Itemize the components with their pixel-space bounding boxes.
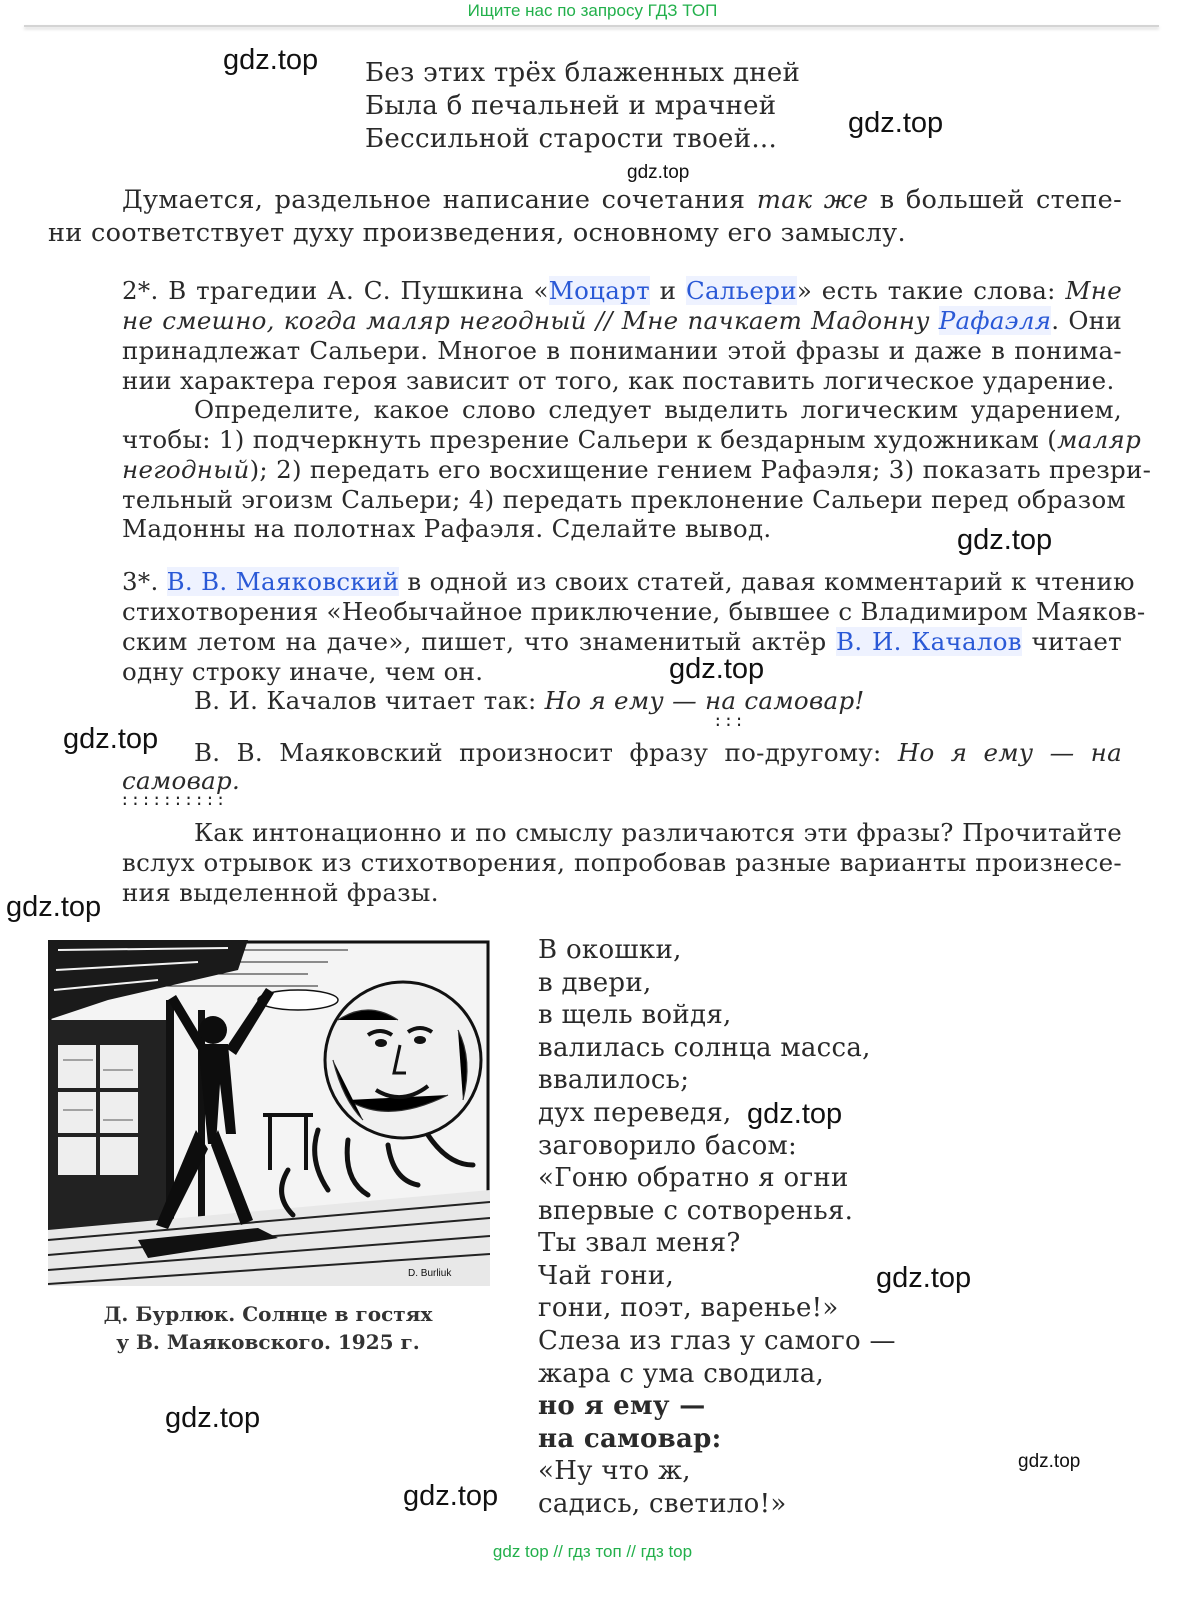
task2-line-6: чтобы: 1) подчеркнуть презрение Сальери к бездарным художникам (маляр [122,425,1142,454]
task2-line-9: Мадонны на полотнах Рафаэля. Сделайте вывод. [122,514,772,543]
stress-marks-long: :::::::::: [120,790,227,809]
figure-caption [92,1300,444,1356]
watermark: gdz.top [669,653,765,685]
task3-line-2: стихотворения «Необычайное приключение, бывшее с Владимиром Маяков- [122,597,1146,626]
task3-line-1: 3*. В. В. Маяковский в одной из своих статей, давая комментарий к чтению [122,567,1135,596]
poem-line-5: ввалилось; [538,1065,690,1095]
task3-line-7: самовар. [122,766,241,795]
task2-line-4: нии характера героя зависит от того, как поставить логическое ударение. [122,366,1115,395]
poem-line-7: заговорило басом: [538,1131,798,1161]
task3-line-5: В. И. Качалов читает так: Но я ему — на самовар! [194,686,865,715]
watermark: gdz.top [876,1262,972,1294]
stress-marks-short: ::: [713,711,745,730]
poem-line-15: но я ему — [538,1391,706,1421]
paragraph1-line-2: ни соответствует духу произведения, основному его замыслу. [48,218,906,248]
task3-line-3: ским летом на даче», пишет, что знаменитый актёр В. И. Качалов читает [122,627,1122,656]
poem-line-16: на самовар: [538,1424,722,1454]
watermark: gdz.top [165,1402,261,1434]
poem-line-1: В окошки, [538,935,682,965]
poem-line-17: «Ну что ж, [538,1456,691,1486]
poem-line-2: в двери, [538,968,652,998]
poem-line-10: Ты звал меня? [538,1228,741,1258]
watermark: gdz.top [627,162,690,183]
watermark: gdz.top [223,44,319,76]
banner-divider [24,25,1159,27]
top-banner[interactable]: Ищите нас по запросу ГДЗ ТОП [467,1,718,20]
link-mozart[interactable]: Моцарт [548,276,650,305]
task3-line-6: В. В. Маяковский произносит фразу по-другому: Но я ему — на [194,738,1122,767]
intro-poem-line-2: Была б печальней и мрачней [365,91,777,121]
task2-line-3: принадлежат Сальери. Многое в понимании этой фразы и даже в понима- [122,336,1122,365]
poem-line-9: впервые с сотворенья. [538,1196,854,1226]
task2-line-2: не смешно, когда маляр негодный // Мне пачкает Мадонну Рафаэля. Они [122,306,1122,335]
watermark: gdz.top [848,107,944,139]
caption-line-1: Д. Бурлюк. Солнце в гостях [103,1302,433,1326]
intro-poem-line-3: Бессильной старости твоей... [365,124,778,154]
watermark: gdz.top [957,524,1053,556]
poem-line-3: в щель войдя, [538,1000,732,1030]
artist-signature: D. Burliuk [408,1268,452,1279]
watermark: gdz.top [63,723,159,755]
poem-line-8: «Гоню обратно я огни [538,1163,849,1193]
burliuk-illustration [48,940,490,1286]
task2-line-5: Определите, какое слово следует выделить логическим ударением, [194,395,1122,424]
link-salieri[interactable]: Сальери [685,276,797,305]
poem-line-11: Чай гони, [538,1261,675,1291]
task2-line-8: тельный эгоизм Сальери; 4) передать преклонение Сальери перед образом [122,485,1126,514]
task3-line-8: Как интонационно и по смыслу различаются эти фразы? Прочитайте [194,818,1122,847]
poem-line-4: валилась солнца масса, [538,1033,871,1063]
task2-line-7: негодный); 2) передать его восхищение гением Рафаэля; 3) показать презри- [122,455,1152,484]
task3-line-9: вслух отрывок из стихотворения, попробовав разные варианты произнесе- [122,848,1122,877]
task3-line-10: ния выделенной фразы. [122,878,439,907]
caption-line-2: у В. Маяковского. 1925 г. [116,1330,420,1354]
link-kachalov[interactable]: В. И. Качалов [836,627,1022,656]
poem-line-18: садись, светило!» [538,1489,787,1519]
watermark: gdz.top [403,1480,499,1512]
watermark: gdz.top [1018,1451,1081,1472]
poem-line-6: дух переведя, [538,1098,732,1128]
poem-line-13: Слеза из глаз у самого — [538,1326,896,1356]
poem-line-12: гони, поэт, варенье!» [538,1293,839,1323]
watermark: gdz.top [6,891,102,923]
task2-line-1: 2*. В трагедии А. С. Пушкина «Моцарт и Сальери» есть такие слова: Мне [122,276,1123,305]
paragraph1-line-1: Думается, раздельное написание сочетания так же в большей степе- [122,185,1122,215]
link-mayakovsky[interactable]: В. В. Маяковский [166,567,400,596]
task3-line-4: одну строку иначе, чем он. [122,657,484,686]
watermark: gdz.top [747,1098,843,1130]
intro-poem-line-1: Без этих трёх блаженных дней [365,58,801,88]
footer-watermark[interactable]: gdz top // гдз топ // гдз top [492,1542,693,1561]
poem-line-14: жара с ума сводила, [538,1359,825,1389]
link-raphael[interactable]: Рафаэля [938,306,1052,335]
